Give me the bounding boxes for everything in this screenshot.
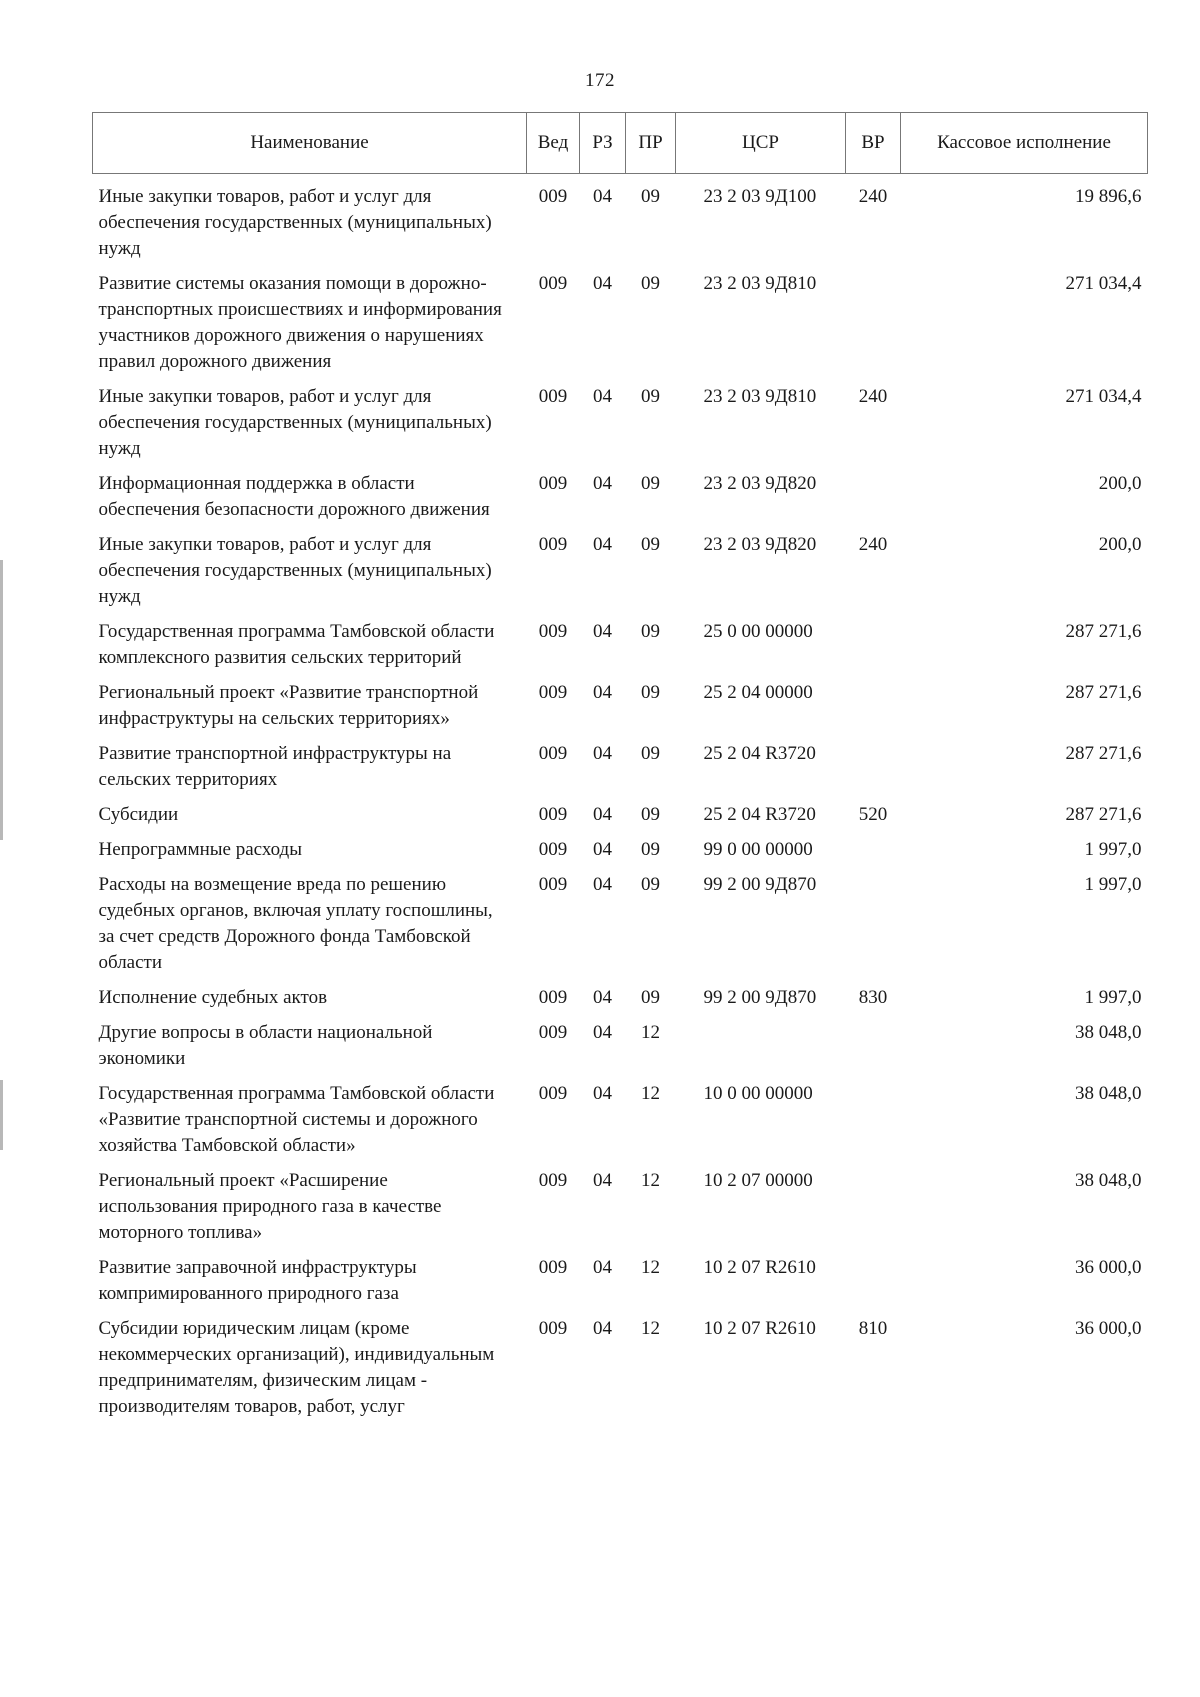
row-vr: 240 [858,534,888,555]
row-name: Иные закупки товаров, работ и услуг для обеспечения государственных (муниципальных) нужд [98,386,492,459]
table-row [93,619,1148,680]
row-amount: 287 271,6 [1065,682,1142,703]
row-vr [846,837,901,872]
row-ved: 009 [538,839,568,860]
row-vr [846,1020,901,1081]
row-pr: 09 [641,804,660,825]
row-vr [846,680,901,741]
header-name: Наименование [93,113,527,174]
row-rz: 04 [593,273,612,294]
row-ved: 009 [538,1318,568,1339]
row-amount: 200,0 [1098,473,1142,494]
row-amount: 36 000,0 [1075,1318,1142,1339]
page-number: 172 [585,70,615,91]
row-csr: 23 2 03 9Д810 [703,273,817,294]
row-csr: 10 2 07 R2610 [703,1257,816,1278]
row-vr: 810 [858,1318,888,1339]
row-csr: 10 2 07 00000 [703,1170,813,1191]
row-amount: 36 000,0 [1075,1257,1142,1278]
row-rz: 04 [593,874,612,895]
row-rz: 04 [593,839,612,860]
row-ved: 009 [538,1257,568,1278]
table-row [93,1020,1148,1081]
row-vr: 520 [858,804,888,825]
row-pr: 12 [641,1083,660,1104]
row-amount: 38 048,0 [1075,1083,1142,1104]
row-name: Информационная поддержка в области обеспечения безопасности дорожного движения [98,473,490,520]
row-pr: 09 [641,743,660,764]
row-amount: 19 896,6 [1075,186,1142,207]
table-row [93,680,1148,741]
table-row [93,1255,1148,1316]
row-pr: 09 [641,186,660,207]
row-name: Развитие транспортной инфраструктуры на сельских территориях [98,743,452,790]
row-rz: 04 [593,473,612,494]
row-ved: 009 [538,804,568,825]
row-name: Государственная программа Тамбовской области «Развитие транспортной системы и дорожного хозяйства Тамбовской области» [98,1083,495,1156]
row-ved: 009 [538,874,568,895]
row-name: Иные закупки товаров, работ и услуг для обеспечения государственных (муниципальных) нужд [98,186,492,259]
row-vr [846,1168,901,1255]
header-pr: ПР [626,113,676,174]
row-csr: 25 2 04 R3720 [703,804,816,825]
row-amount: 287 271,6 [1065,804,1142,825]
row-name: Другие вопросы в области национальной экономики [98,1022,433,1069]
row-ved: 009 [538,621,568,642]
row-name: Расходы на возмещение вреда по решению судебных органов, включая уплату госпошлины, за счет средств Дорожного фонда Тамбовской области [98,874,493,973]
scan-edge-mark [0,560,3,840]
row-name: Субсидии [98,804,179,825]
row-amount: 38 048,0 [1075,1170,1142,1191]
row-pr: 09 [641,839,660,860]
row-vr [846,471,901,532]
table-row [93,872,1148,985]
row-amount: 38 048,0 [1075,1022,1142,1043]
row-ved: 009 [538,386,568,407]
row-amount: 1 997,0 [1084,987,1142,1008]
row-amount: 271 034,4 [1065,386,1142,407]
row-vr: 240 [858,386,888,407]
row-name: Региональный проект «Развитие транспортной инфраструктуры на сельских территориях» [98,682,479,729]
row-pr: 09 [641,621,660,642]
row-rz: 04 [593,1318,612,1339]
row-name: Развитие системы оказания помощи в дорожно-транспортных происшествиях и информирования участников дорожного движения о нарушениях правил дорожного движения [98,273,502,372]
table-row [93,471,1148,532]
row-rz: 04 [593,621,612,642]
table-header-row [93,113,1148,174]
row-pr: 09 [641,682,660,703]
row-vr [846,872,901,985]
row-rz: 04 [593,1257,612,1278]
row-vr [846,741,901,802]
row-name: Субсидии юридическим лицам (кроме некоммерческих организаций), индивидуальным предпринимателям, физическим лицам - производителям товаров, работ, услуг [98,1318,495,1417]
header-ved: Вед [527,113,580,174]
row-csr: 99 0 00 00000 [703,839,813,860]
row-amount: 287 271,6 [1065,621,1142,642]
row-rz: 04 [593,186,612,207]
row-csr: 23 2 03 9Д820 [703,473,817,494]
row-vr: 830 [858,987,888,1008]
row-rz: 04 [593,1083,612,1104]
table-row [93,532,1148,619]
row-csr: 25 2 04 R3720 [703,743,816,764]
table-row [93,174,1148,272]
table-row [93,1168,1148,1255]
header-amount: Кассовое исполнение [901,113,1148,174]
row-pr: 09 [641,386,660,407]
row-pr: 09 [641,874,660,895]
budget-table [92,112,1148,1429]
row-pr: 12 [641,1022,660,1043]
row-ved: 009 [538,1170,568,1191]
row-rz: 04 [593,534,612,555]
row-csr [676,1020,846,1081]
table-row [93,1316,1148,1429]
row-rz: 04 [593,386,612,407]
row-ved: 009 [538,682,568,703]
row-ved: 009 [538,186,568,207]
row-vr [846,1081,901,1168]
row-amount: 287 271,6 [1065,743,1142,764]
table-row [93,741,1148,802]
row-rz: 04 [593,987,612,1008]
row-csr: 25 0 00 00000 [703,621,813,642]
row-csr: 23 2 03 9Д820 [703,534,817,555]
row-name: Развитие заправочной инфраструктуры компримированного природного газа [98,1257,417,1304]
row-pr: 09 [641,987,660,1008]
row-rz: 04 [593,1022,612,1043]
header-vr: ВР [846,113,901,174]
row-name: Непрограммные расходы [98,839,302,860]
row-vr [846,1255,901,1316]
row-ved: 009 [538,473,568,494]
scan-edge-mark [0,1080,3,1150]
row-name: Иные закупки товаров, работ и услуг для обеспечения государственных (муниципальных) нужд [98,534,492,607]
row-pr: 09 [641,534,660,555]
row-vr [846,619,901,680]
row-ved: 009 [538,1022,568,1043]
row-pr: 09 [641,273,660,294]
row-ved: 009 [538,987,568,1008]
row-pr: 09 [641,473,660,494]
table-row [93,384,1148,471]
table-row [93,271,1148,384]
header-csr: ЦСР [676,113,846,174]
row-amount: 1 997,0 [1084,874,1142,895]
table-body [93,174,1148,1430]
row-rz: 04 [593,1170,612,1191]
row-csr: 99 2 00 9Д870 [703,874,817,895]
row-csr: 10 2 07 R2610 [703,1318,816,1339]
row-ved: 009 [538,1083,568,1104]
row-csr: 25 2 04 00000 [703,682,813,703]
table-row [93,802,1148,837]
header-rz: РЗ [580,113,626,174]
row-vr [846,271,901,384]
row-rz: 04 [593,804,612,825]
row-name: Государственная программа Тамбовской области комплексного развития сельских территорий [98,621,495,668]
row-ved: 009 [538,534,568,555]
row-pr: 12 [641,1257,660,1278]
row-ved: 009 [538,743,568,764]
row-rz: 04 [593,743,612,764]
row-name: Исполнение судебных актов [98,987,328,1008]
table-row [93,1081,1148,1168]
row-name: Региональный проект «Расширение использования природного газа в качестве моторного топлива» [98,1170,442,1243]
table-row [93,985,1148,1020]
row-pr: 12 [641,1318,660,1339]
row-amount: 1 997,0 [1084,839,1142,860]
row-csr: 23 2 03 9Д100 [703,186,817,207]
row-amount: 200,0 [1098,534,1142,555]
row-pr: 12 [641,1170,660,1191]
row-csr: 10 0 00 00000 [703,1083,813,1104]
row-csr: 99 2 00 9Д870 [703,987,817,1008]
row-ved: 009 [538,273,568,294]
row-csr: 23 2 03 9Д810 [703,386,817,407]
row-amount: 271 034,4 [1065,273,1142,294]
row-rz: 04 [593,682,612,703]
table-row [93,837,1148,872]
row-vr: 240 [858,186,888,207]
